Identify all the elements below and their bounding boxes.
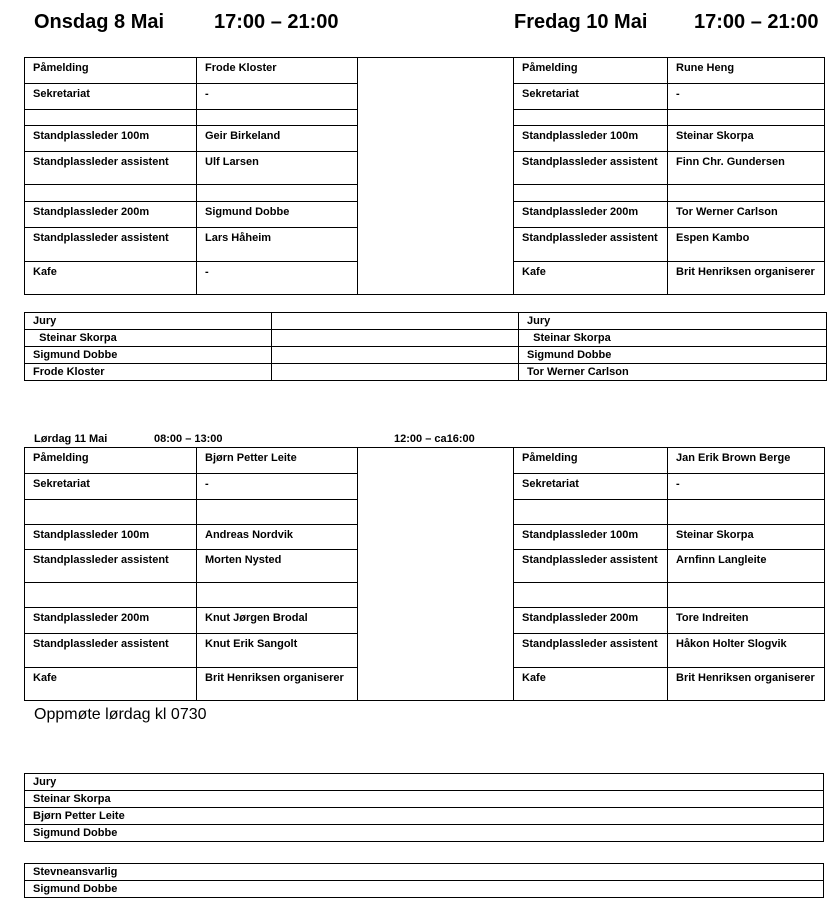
person-cell: Andreas Nordvik: [197, 525, 358, 550]
list-cell: Sigmund Dobbe: [25, 825, 824, 842]
schedule-row: [25, 58, 825, 84]
jury-cell: [272, 364, 519, 381]
person-cell: Knut Erik Sangolt: [197, 634, 358, 668]
jury-row: [25, 313, 827, 330]
role-cell: [25, 500, 197, 525]
jury-table-weekdays: [24, 312, 827, 381]
list-cell: Stevneansvarlig: [25, 864, 824, 881]
role-cell: Standplassleder 100m: [514, 525, 668, 550]
role-cell: Standplassleder 200m: [514, 608, 668, 634]
jury-cell: Steinar Skorpa: [25, 330, 272, 347]
jury-cell: Steinar Skorpa: [519, 330, 827, 347]
role-cell: Kafe: [514, 262, 668, 295]
person-cell: [668, 110, 825, 126]
role-cell: Standplassleder assistent: [514, 228, 668, 262]
role-cell: Standplassleder 100m: [25, 126, 197, 152]
jury-row: [25, 364, 827, 381]
saturday-title: Lørdag 11 Mai: [34, 433, 108, 445]
person-cell: -: [668, 84, 825, 110]
jury-cell: Sigmund Dobbe: [25, 347, 272, 364]
person-cell: Tore Indreiten: [668, 608, 825, 634]
role-cell: Standplassleder assistent: [25, 634, 197, 668]
saturday-schedule-table: [24, 447, 825, 701]
role-cell: Standplassleder 200m: [514, 202, 668, 228]
jury-cell: [272, 330, 519, 347]
friday-title: Fredag 10 Mai: [514, 11, 648, 33]
person-cell: Finn Chr. Gundersen: [668, 152, 825, 185]
person-cell: Geir Birkeland: [197, 126, 358, 152]
role-cell: Sekretariat: [514, 474, 668, 500]
schedule-row: [25, 448, 825, 474]
role-cell: Standplassleder assistent: [25, 228, 197, 262]
person-cell: Jan Erik Brown Berge: [668, 448, 825, 474]
role-cell: Standplassleder 200m: [25, 202, 197, 228]
jury-row: [25, 825, 824, 842]
role-cell: Sekretariat: [25, 474, 197, 500]
person-cell: [197, 110, 358, 126]
role-cell: Påmelding: [25, 448, 197, 474]
person-cell: Espen Kambo: [668, 228, 825, 262]
role-cell: Kafe: [514, 668, 668, 701]
person-cell: Knut Jørgen Brodal: [197, 608, 358, 634]
person-cell: Håkon Holter Slogvik: [668, 634, 825, 668]
person-cell: Tor Werner Carlson: [668, 202, 825, 228]
wednesday-title: Onsdag 8 Mai: [34, 11, 165, 33]
role-cell: [514, 185, 668, 202]
spacer-cell: [358, 448, 514, 701]
jury-table-saturday: [24, 773, 824, 842]
meet-responsible-row: [25, 864, 824, 881]
role-cell: [25, 110, 197, 126]
person-cell: Steinar Skorpa: [668, 525, 825, 550]
person-cell: Arnfinn Langleite: [668, 550, 825, 583]
jury-row: [25, 330, 827, 347]
jury-cell: Jury: [519, 313, 827, 330]
role-cell: Standplassleder 200m: [25, 608, 197, 634]
meet-responsible-table: [24, 863, 824, 898]
saturday-time-afternoon: 12:00 – ca16:00: [394, 433, 475, 445]
person-cell: -: [197, 262, 358, 295]
person-cell: Morten Nysted: [197, 550, 358, 583]
person-cell: Steinar Skorpa: [668, 126, 825, 152]
saturday-time-morning: 08:00 – 13:00: [154, 433, 223, 445]
jury-cell: Sigmund Dobbe: [519, 347, 827, 364]
person-cell: -: [668, 474, 825, 500]
role-cell: Standplassleder assistent: [514, 634, 668, 668]
role-cell: Påmelding: [514, 448, 668, 474]
attendance-note: Oppmøte lørdag kl 0730: [34, 706, 207, 723]
role-cell: Sekretariat: [514, 84, 668, 110]
jury-row: [25, 774, 824, 791]
role-cell: Standplassleder assistent: [25, 550, 197, 583]
jury-cell: Frode Kloster: [25, 364, 272, 381]
role-cell: Standplassleder assistent: [514, 550, 668, 583]
person-cell: Frode Kloster: [197, 58, 358, 84]
person-cell: -: [197, 84, 358, 110]
meet-responsible-row: [25, 881, 824, 898]
role-cell: Standplassleder assistent: [514, 152, 668, 185]
jury-cell: [272, 313, 519, 330]
role-cell: Standplassleder 100m: [25, 525, 197, 550]
jury-cell: [272, 347, 519, 364]
role-cell: [25, 583, 197, 608]
person-cell: Brit Henriksen organiserer: [668, 668, 825, 701]
list-cell: Sigmund Dobbe: [25, 881, 824, 898]
person-cell: Sigmund Dobbe: [197, 202, 358, 228]
role-cell: Kafe: [25, 668, 197, 701]
role-cell: Standplassleder 100m: [514, 126, 668, 152]
person-cell: [668, 583, 825, 608]
role-cell: Sekretariat: [25, 84, 197, 110]
role-cell: Påmelding: [25, 58, 197, 84]
list-cell: Steinar Skorpa: [25, 791, 824, 808]
role-cell: Kafe: [25, 262, 197, 295]
person-cell: [197, 583, 358, 608]
list-cell: Bjørn Petter Leite: [25, 808, 824, 825]
person-cell: [197, 185, 358, 202]
person-cell: Rune Heng: [668, 58, 825, 84]
friday-time: 17:00 – 21:00: [694, 11, 819, 33]
person-cell: [668, 185, 825, 202]
person-cell: Lars Håheim: [197, 228, 358, 262]
person-cell: -: [197, 474, 358, 500]
list-cell: Jury: [25, 774, 824, 791]
weekday-schedule-table: [24, 57, 825, 295]
role-cell: Standplassleder assistent: [25, 152, 197, 185]
person-cell: [197, 500, 358, 525]
wednesday-time: 17:00 – 21:00: [214, 11, 339, 33]
spacer-cell: [358, 58, 514, 295]
jury-cell: Tor Werner Carlson: [519, 364, 827, 381]
role-cell: [514, 500, 668, 525]
jury-row: [25, 808, 824, 825]
role-cell: [514, 583, 668, 608]
person-cell: [668, 500, 825, 525]
role-cell: Påmelding: [514, 58, 668, 84]
person-cell: Ulf Larsen: [197, 152, 358, 185]
person-cell: Brit Henriksen organiserer: [197, 668, 358, 701]
role-cell: [25, 185, 197, 202]
person-cell: Brit Henriksen organiserer: [668, 262, 825, 295]
role-cell: [514, 110, 668, 126]
person-cell: Bjørn Petter Leite: [197, 448, 358, 474]
jury-row: [25, 347, 827, 364]
jury-cell: Jury: [25, 313, 272, 330]
jury-row: [25, 791, 824, 808]
